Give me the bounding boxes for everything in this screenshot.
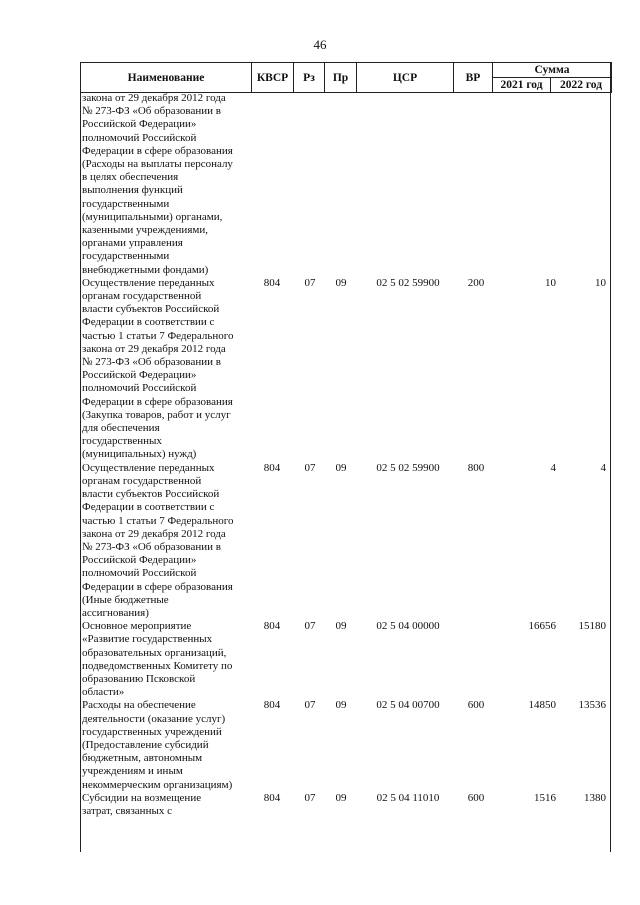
header-year-2022: 2022 год xyxy=(551,78,612,93)
cell-pr: 09 xyxy=(335,791,347,804)
cell-kvsr: 804 xyxy=(263,461,281,474)
cell-name: Осуществление переданных органам государственной власти субъектов Российской Федерации в соответствии с частью 1 статьи 7 Федерального закона от 29 декабря 2012 года № 273-ФЗ «Об образовании в Российской Федерации» полномочий Российской Федерации в сфере образования (Закупка товаров, работ и услуг для обеспечения государственных (муниципальных) нужд) xyxy=(82,276,234,461)
table-row xyxy=(80,92,611,277)
cell-csr: 02 5 04 00000 xyxy=(376,620,440,633)
cell-name: Субсидии на возмещение затрат, связанных с xyxy=(82,791,202,817)
cell-pr: 09 xyxy=(335,620,347,633)
cell-sum-2022: 15180 xyxy=(578,620,606,633)
cell-sum-2022: 10 xyxy=(595,276,606,289)
cell-sum-2021: 1516 xyxy=(534,791,556,804)
header-name: Наименование xyxy=(81,63,252,93)
cell-csr: 02 5 02 59900 xyxy=(376,276,440,289)
cell-sum-2022: 13536 xyxy=(578,699,606,712)
cell-rz: 07 xyxy=(304,461,316,474)
cell-sum-2022: 1380 xyxy=(584,791,606,804)
table-header xyxy=(80,62,612,93)
cell-vr: 200 xyxy=(467,276,485,289)
cell-rz: 07 xyxy=(304,791,316,804)
cell-pr: 09 xyxy=(335,699,347,712)
cell-csr: 02 5 04 11010 xyxy=(376,791,440,804)
header-year-2021: 2021 год xyxy=(493,78,551,93)
cell-csr: 02 5 04 00700 xyxy=(376,699,440,712)
cell-pr: 09 xyxy=(335,461,347,474)
table-row xyxy=(80,277,611,462)
cell-kvsr: 804 xyxy=(263,620,281,633)
cell-vr: 600 xyxy=(467,791,485,804)
cell-sum-2021: 14850 xyxy=(528,699,556,712)
cell-sum-2022: 4 xyxy=(600,461,606,474)
cell-vr: 600 xyxy=(467,699,485,712)
header-sum: Сумма xyxy=(493,63,612,78)
cell-name: Основное мероприятие «Развитие государственных образовательных организаций, подведомственных Комитету по образованию Псковской области» xyxy=(82,620,233,699)
table-row xyxy=(80,620,611,699)
cell-name: Осуществление переданных органам государственной власти субъектов Российской Федерации в соответствии с частью 1 статьи 7 Федерального закона от 29 декабря 2012 года № 273-ФЗ «Об образовании в Российской Федерации» полномочий Российской Федерации в сфере образования (Иные бюджетные ассигнования) xyxy=(82,461,234,619)
cell-name: закона от 29 декабря 2012 года № 273-ФЗ «Об образовании в Российской Федерации» полномочий Российской Федерации в сфере образования (Расходы на выплаты персоналу в целях обеспечения выполнения функций государственными (муниципальными) органами, казенными учреждениями, органами управления государственными внебюджетными фондами) xyxy=(82,92,233,276)
cell-sum-2021: 4 xyxy=(550,461,556,474)
table-row xyxy=(80,792,611,818)
cell-rz: 07 xyxy=(304,276,316,289)
cell-kvsr: 804 xyxy=(263,791,281,804)
header-pr: Пр xyxy=(325,63,357,93)
cell-sum-2021: 16656 xyxy=(528,620,556,633)
header-vr: ВР xyxy=(454,63,493,93)
cell-sum-2021: 10 xyxy=(545,276,556,289)
cell-kvsr: 804 xyxy=(263,276,281,289)
cell-rz: 07 xyxy=(304,620,316,633)
cell-rz: 07 xyxy=(304,699,316,712)
cell-vr: 800 xyxy=(467,461,485,474)
cell-pr: 09 xyxy=(335,276,347,289)
cell-csr: 02 5 02 59900 xyxy=(376,461,440,474)
table-row xyxy=(80,699,611,791)
cell-name: Расходы на обеспечение деятельности (оказание услуг) государственных учреждений (Предоставление субсидий бюджетным, автономным учреждениям и иным некоммерческим организациям) xyxy=(82,699,233,791)
cell-kvsr: 804 xyxy=(263,699,281,712)
page-number: 46 xyxy=(313,37,327,52)
header-csr: ЦСР xyxy=(357,63,454,93)
header-rz: Рз xyxy=(294,63,325,93)
table-body xyxy=(80,92,611,818)
header-kvsr: КВСР xyxy=(252,63,294,93)
table-row xyxy=(80,462,611,620)
